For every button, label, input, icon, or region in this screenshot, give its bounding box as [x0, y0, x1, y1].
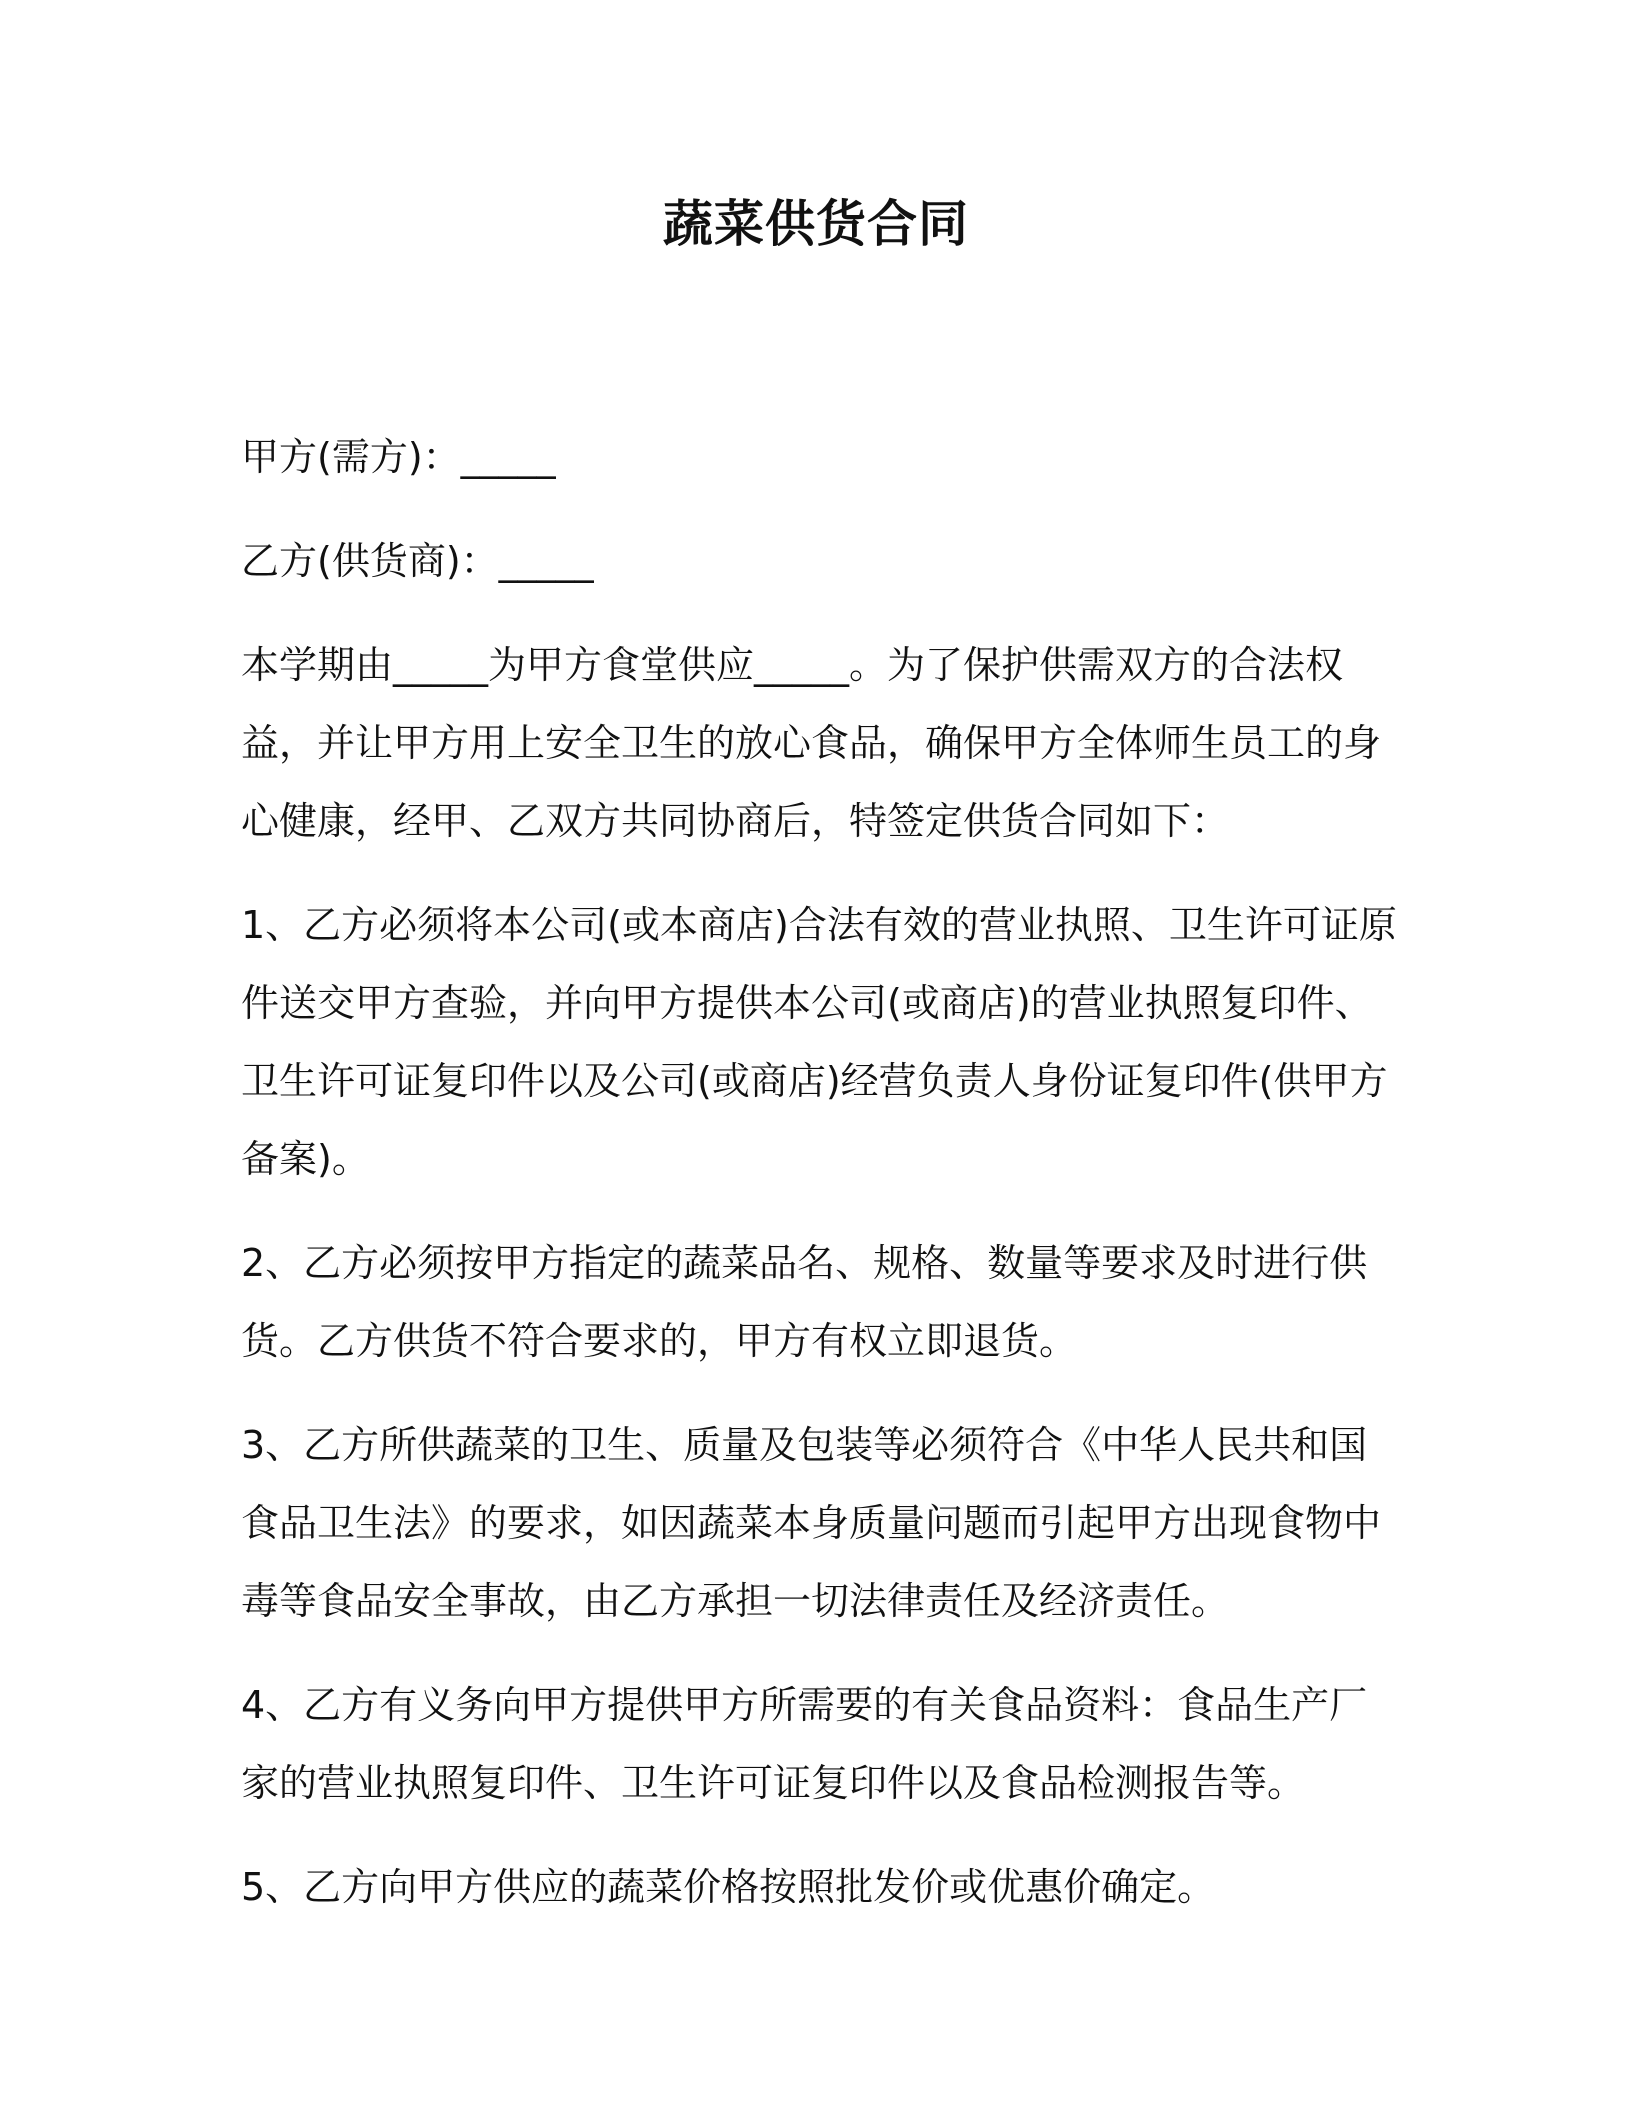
- document-title: 蔬菜供货合同: [663, 195, 969, 253]
- document-body: [241, 418, 1401, 1952]
- clause-1: 1、乙方必须将本公司(或本商店)合法有效的营业执照、卫生许可证原件送交甲方查验，并向甲方提供本公司(或商店)的营业执照复印件、卫生许可证复印件以及公司(或商店)经营负责人身份证复印件(供甲方备案)。: [241, 903, 1397, 1181]
- clause-3: 3、乙方所供蔬菜的卫生、质量及包装等必须符合《中华人民共和国食品卫生法》的要求，如因蔬菜本身质量问题而引起甲方出现食物中毒等食品安全事故，由乙方承担一切法律责任及经济责任。: [241, 1423, 1382, 1623]
- clause-5: 5、乙方向甲方供应的蔬菜价格按照批发价或优惠价确定。: [241, 1865, 1216, 1909]
- clause-4: 4、乙方有义务向甲方提供甲方所需要的有关食品资料：食品生产厂家的营业执照复印件、卫生许可证复印件以及食品检测报告等。: [241, 1683, 1368, 1805]
- intro-paragraph: 本学期由_____为甲方食堂供应_____。为了保护供需双方的合法权益，并让甲方用上安全卫生的放心食品，确保甲方全体师生员工的身心健康，经甲、乙双方共同协商后，特签定供货合同如下：: [241, 643, 1382, 843]
- party-b-line: 乙方(供货商)：_____: [241, 539, 594, 583]
- party-a-line: 甲方(需方)：_____: [241, 435, 556, 479]
- clause-2: 2、乙方必须按甲方指定的蔬菜品名、规格、数量等要求及时进行供货。乙方供货不符合要求的，甲方有权立即退货。: [241, 1241, 1368, 1363]
